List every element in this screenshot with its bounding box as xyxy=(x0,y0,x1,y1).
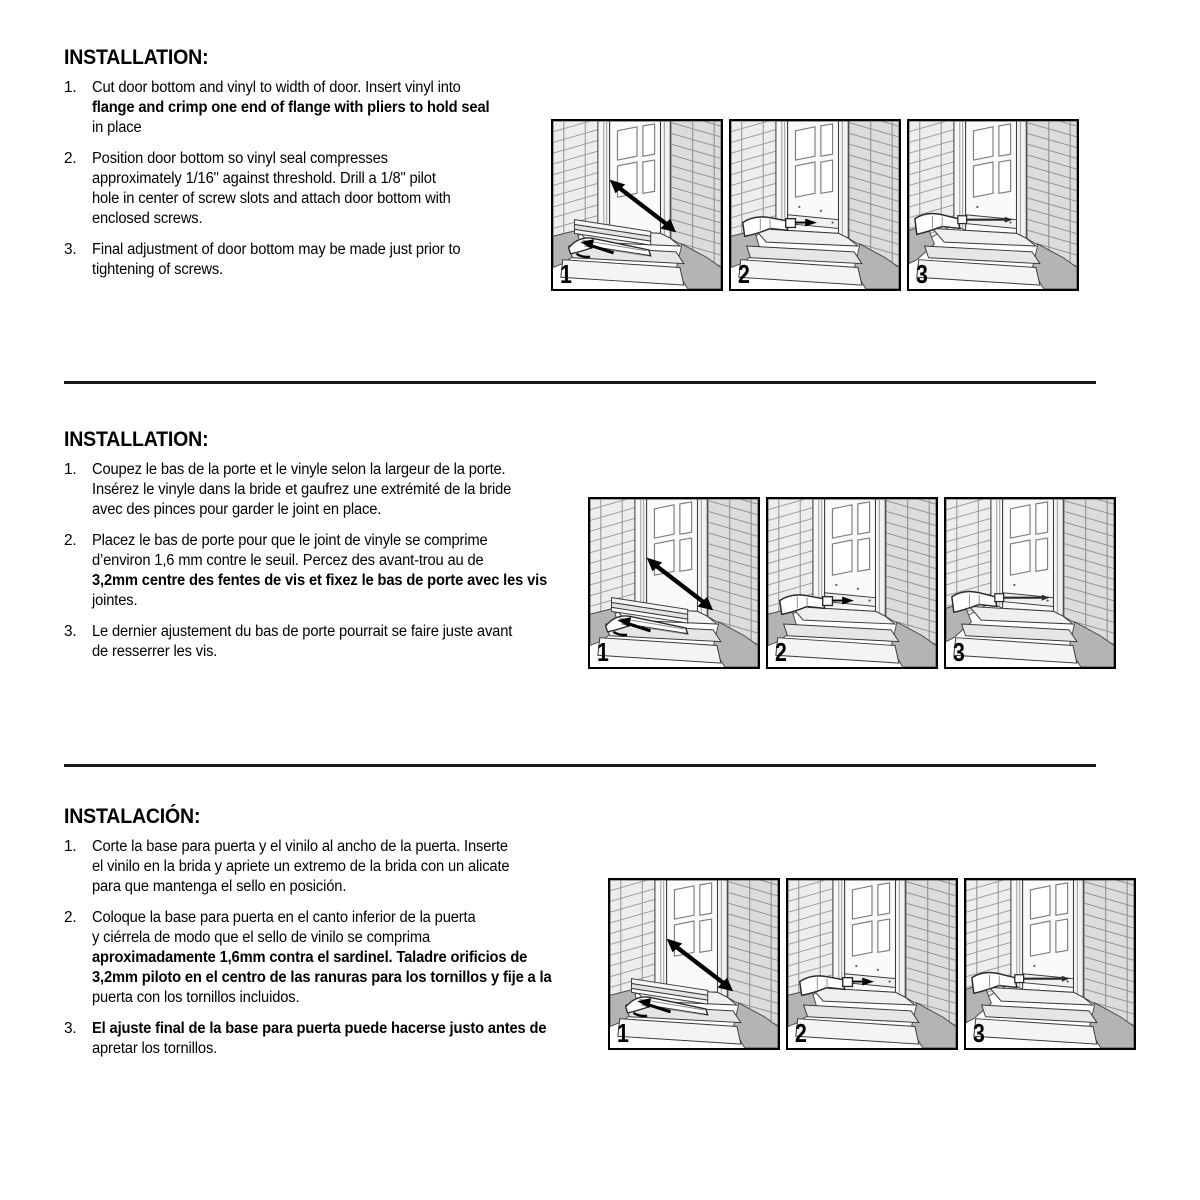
step-number: 2. xyxy=(64,532,77,550)
illustration-panel-1 xyxy=(588,497,760,669)
step-line: avec des pinces pour garder le joint en place. xyxy=(92,501,382,519)
panel-number: 3 xyxy=(953,637,965,667)
doorway-scene-step3 xyxy=(909,121,1077,289)
step-line: Insérez le vinyle dans la bride et gaufrez une extrémité de la bride xyxy=(92,481,512,499)
list-item xyxy=(64,240,564,280)
step-line: hole in center of screw slots and attach door bottom with xyxy=(92,190,451,208)
step-line: d’environ 1,6 mm contre le seuil. Percez des avant-trou au de xyxy=(92,552,484,570)
panel-number: 2 xyxy=(775,637,787,667)
panel-number: 2 xyxy=(738,259,750,289)
step-number: 2. xyxy=(64,150,77,168)
step-line: puerta con los tornillos incluidos. xyxy=(92,989,300,1007)
step-line: el vinilo en la brida y apriete un extremo de la brida con un alicate xyxy=(92,858,510,876)
illustration-strip-french xyxy=(588,497,1116,669)
panel-number: 3 xyxy=(916,259,928,289)
illustration-panel-3 xyxy=(964,878,1136,1050)
step-line: apretar los tornillos. xyxy=(92,1040,218,1058)
page-title-french: INSTALLATION: xyxy=(64,428,209,451)
step-line: Corte la base para puerta y el vinilo al ancho de la puerta. Inserte xyxy=(92,838,508,856)
list-item xyxy=(64,837,584,897)
illustration-panel-2 xyxy=(786,878,958,1050)
step-line: Coloque la base para puerta en el canto inferior de la puerta xyxy=(92,909,476,927)
step-number: 1. xyxy=(64,79,77,97)
step-text xyxy=(92,149,564,229)
step-text xyxy=(92,531,584,611)
step-number: 3. xyxy=(64,241,77,259)
step-line: 3,2mm centre des fentes de vis et fixez le bas de porte avec les vis xyxy=(92,572,548,590)
illustration-strip-spanish xyxy=(608,878,1136,1050)
step-number: 3. xyxy=(64,1020,77,1038)
page-title-spanish: INSTALACIÓN: xyxy=(64,805,201,828)
panel-number: 1 xyxy=(560,259,572,289)
step-line: 3,2mm piloto en el centro de las ranuras para los tornillos y fije a la xyxy=(92,969,552,987)
illustration-panel-1 xyxy=(608,878,780,1050)
list-item xyxy=(64,908,584,1008)
step-line: Le dernier ajustement du bas de porte pourrait se faire juste avant xyxy=(92,623,513,641)
step-line: Cut door bottom and vinyl to width of door. Insert vinyl into xyxy=(92,79,461,97)
step-line: Placez le bas de porte pour que le joint de vinyle se comprime xyxy=(92,532,488,550)
section-divider-2 xyxy=(64,764,1096,767)
panel-number: 1 xyxy=(597,637,609,667)
step-line: enclosed screws. xyxy=(92,210,203,228)
step-text xyxy=(92,1019,584,1059)
step-number: 3. xyxy=(64,623,77,641)
step-text xyxy=(92,240,564,280)
doorway-scene-step1 xyxy=(610,880,778,1048)
step-line: El ajuste final de la base para puerta puede hacerse justo antes de xyxy=(92,1020,547,1038)
doorway-scene-step2 xyxy=(768,499,936,667)
step-line: flange and crimp one end of flange with pliers to hold seal xyxy=(92,99,490,117)
step-text xyxy=(92,78,564,138)
illustration-panel-3 xyxy=(907,119,1079,291)
step-line: para que mantenga el sello en posición. xyxy=(92,878,347,896)
illustration-panel-3 xyxy=(944,497,1116,669)
doorway-scene-step1 xyxy=(553,121,721,289)
section-divider-1 xyxy=(64,381,1096,384)
step-line: Coupez le bas de la porte et le vinyle selon la largeur de la porte. xyxy=(92,461,506,479)
steps-list-english xyxy=(64,78,564,280)
step-text xyxy=(92,837,584,897)
doorway-scene-step1 xyxy=(590,499,758,667)
doorway-scene-step3 xyxy=(966,880,1134,1048)
step-line: Position door bottom so vinyl seal compresses xyxy=(92,150,388,168)
list-item xyxy=(64,78,564,138)
step-line: y ciérrela de modo que el sello de vinilo se comprima xyxy=(92,929,430,947)
page-title-english: INSTALLATION: xyxy=(64,46,209,69)
panel-number: 1 xyxy=(617,1018,629,1048)
doorway-scene-step3 xyxy=(946,499,1114,667)
list-item xyxy=(64,460,584,520)
step-number: 1. xyxy=(64,461,77,479)
illustration-panel-2 xyxy=(766,497,938,669)
list-item xyxy=(64,622,584,662)
step-text xyxy=(92,622,584,662)
list-item xyxy=(64,149,564,229)
step-line: de resserrer les vis. xyxy=(92,643,218,661)
steps-list-spanish xyxy=(64,837,584,1059)
step-number: 2. xyxy=(64,909,77,927)
step-line: aproximadamente 1,6mm contra el sardinel. Taladre orificios de xyxy=(92,949,528,967)
step-text xyxy=(92,908,584,1008)
steps-list-french xyxy=(64,460,584,662)
illustration-panel-1 xyxy=(551,119,723,291)
step-text xyxy=(92,460,584,520)
step-line: approximately 1/16" against threshold. Drill a 1/8" pilot xyxy=(92,170,436,188)
step-line: Final adjustment of door bottom may be made just prior to xyxy=(92,241,461,259)
list-item xyxy=(64,1019,584,1059)
list-item xyxy=(64,531,584,611)
panel-number: 3 xyxy=(973,1018,985,1048)
step-number: 1. xyxy=(64,838,77,856)
step-line: in place xyxy=(92,119,142,137)
step-line: tightening of screws. xyxy=(92,261,223,279)
step-line: jointes. xyxy=(92,592,138,610)
illustration-strip-english xyxy=(551,119,1079,291)
doorway-scene-step2 xyxy=(731,121,899,289)
illustration-panel-2 xyxy=(729,119,901,291)
panel-number: 2 xyxy=(795,1018,807,1048)
doorway-scene-step2 xyxy=(788,880,956,1048)
